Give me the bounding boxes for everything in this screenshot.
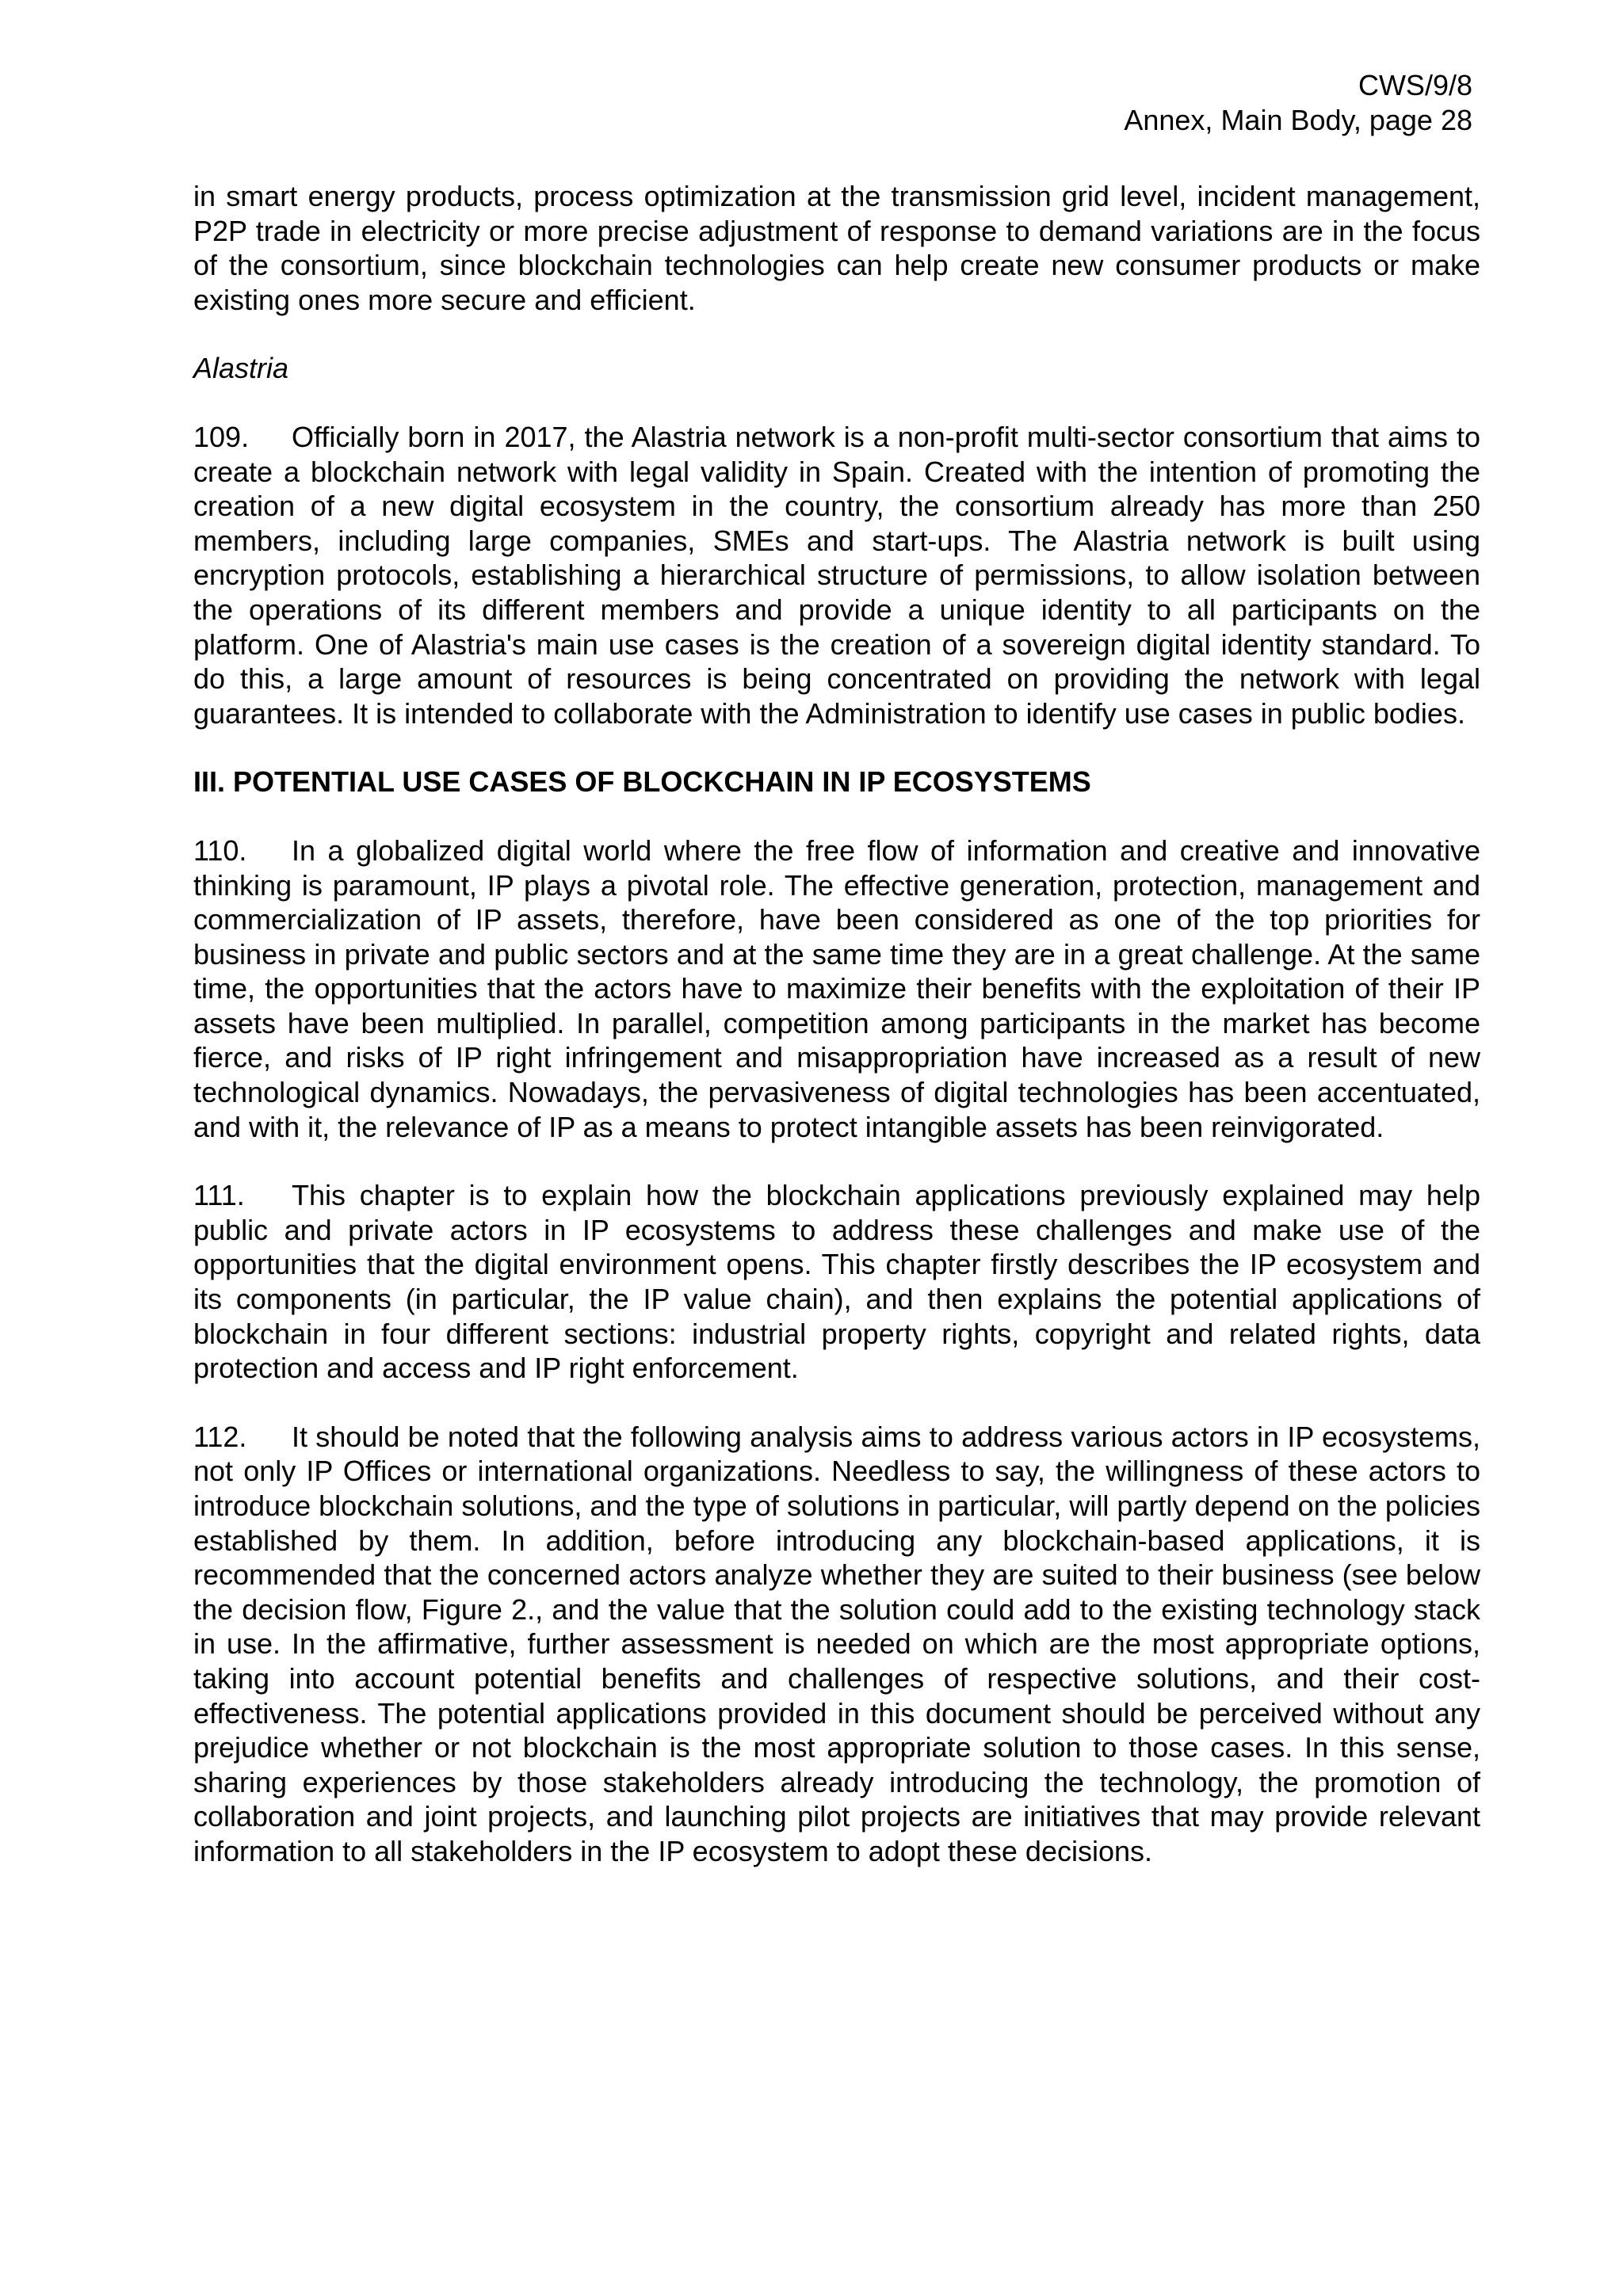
- section-title: III. POTENTIAL USE CASES OF BLOCKCHAIN IN IP ECOSYSTEMS: [193, 765, 1091, 799]
- document-id: CWS/9/8: [1358, 69, 1472, 101]
- paragraph-text: Officially born in 2017, the Alastria network is a non-profit multi-sector consortium that aims to create a blockchain network with legal validity in Spain. Created with the intention of promoting the creation of a new digital ecosystem in the country, the consortium already has more than 250 members, including large companies, SMEs and start-ups. The Alastria network is built using encryption protocols, establishing a hierarchical structure of permissions, to allow isolation between the operations of its different members and provide a unique identity to all participants on the platform. One of Alastria's main use cases is the creation of a sovereign digital identity standard. To do this, a large amount of resources is being concentrated on providing the network with legal guarantees. It is intended to collaborate with the Administration to identify use cases in public bodies.: [193, 420, 1480, 730]
- intro-paragraph: in smart energy products, process optimization at the transmission grid level, incident management, P2P trade in electricity or more precise adjustment of response to demand variations are in the focus of the consortium, since blockchain technologies can help create new consumer products or make existing ones more secure and efficient.: [193, 180, 1480, 316]
- paragraph-110: [193, 833, 1480, 1144]
- subheading-alastria: Alastria: [193, 352, 289, 385]
- paragraph-text: This chapter is to explain how the blockchain applications previously explained may help public and private actors in IP ecosystems to address these challenges and make use of the opportunities that the digital environment opens. This chapter firstly describes the IP ecosystem and its components (in particular, the IP value chain), and then explains the potential applications of blockchain in four different sections: industrial property rights, copyright and related rights, data protection and access and IP right enforcement.: [193, 1179, 1480, 1385]
- paragraph-number: 111.: [193, 1179, 245, 1212]
- paragraph-112: [193, 1420, 1480, 1869]
- paragraph-number: 110.: [193, 833, 247, 867]
- page-reference: Annex, Main Body, page 28: [1124, 104, 1472, 136]
- paragraph-text: It should be noted that the following analysis aims to address various actors in IP ecosystems, not only IP Offices or international organizations. Needless to say, the willingness of these actors to introduce blockchain solutions, and the type of solutions in particular, will partly depend on the policies established by them. In addition, before introducing any blockchain-based applications, it is recommended that the concerned actors analyze whether they are suited to their business (see below the decision flow, Figure 2., and the value that the solution could add to the existing technology stack in use. In the affirmative, further assessment is needed on which are the most appropriate options, taking into account potential benefits and challenges of respective solutions, and their cost-effectiveness. The potential applications provided in this document should be perceived without any prejudice whether or not blockchain is the most appropriate solution to those cases. In this sense, sharing experiences by those stakeholders already introducing the technology, the promotion of collaboration and joint projects, and launching pilot projects are initiatives that may provide relevant information to all stakeholders in the IP ecosystem to adopt these decisions.: [193, 1420, 1480, 1867]
- document-body: [193, 179, 1480, 1903]
- paragraph-text: In a globalized digital world where the free flow of information and creative and innovative thinking is paramount, IP plays a pivotal role. The effective generation, protection, management and commercialization of IP assets, therefore, have been considered as one of the top priorities for business in private and public sectors and at the same time they are in a great challenge. At the same time, the opportunities that the actors have to maximize their benefits with the exploitation of their IP assets have been multiplied. In parallel, competition among participants in the market has become fierce, and risks of IP right infringement and misappropriation have increased as a result of new technological dynamics. Nowadays, the pervasiveness of digital technologies has been accentuated, and with it, the relevance of IP as a means to protect intangible assets has been reinvigorated.: [193, 833, 1480, 1143]
- paragraph-number: 109.: [193, 420, 250, 453]
- paragraph-109: [193, 420, 1480, 730]
- paragraph-111: [193, 1178, 1480, 1386]
- paragraph-number: 112.: [193, 1420, 247, 1453]
- page-header: [1124, 68, 1472, 138]
